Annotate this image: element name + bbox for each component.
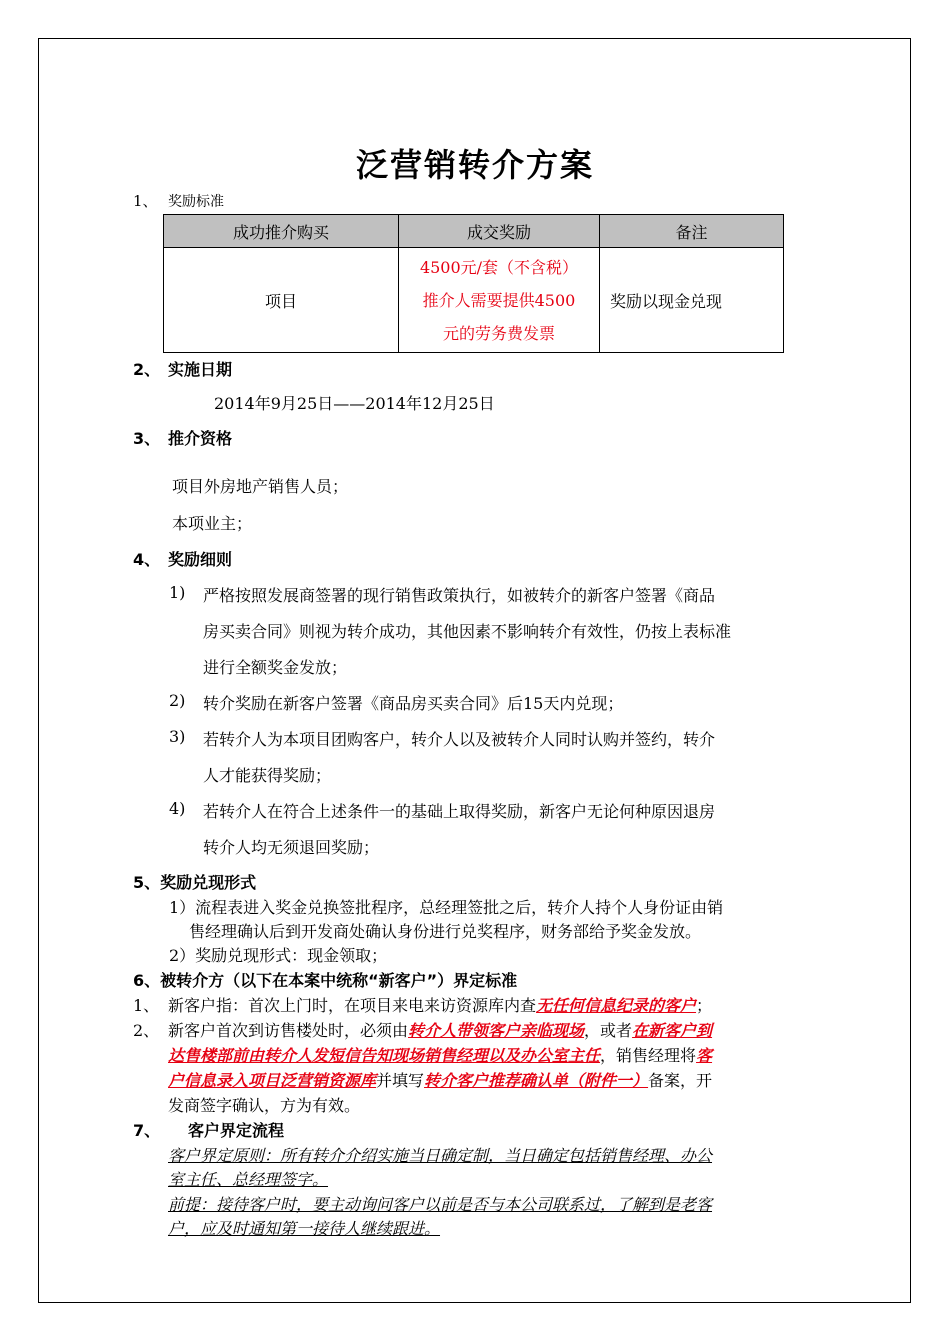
table-header-cell: 成功推介购买 [164,215,399,248]
reward-table [163,214,784,353]
criteria-line [168,1043,712,1066]
criteria-highlight: 达售楼部前由转介人发短信告知现场销售经理以及办公室主任 [168,1046,601,1065]
criteria-text: ，或者 [584,1021,633,1040]
criteria-highlight: 转介客户推荐确认单（附件一） [424,1071,649,1090]
criteria-number: 1、 [133,996,160,1015]
section-3-heading: 推介资格 [168,429,233,448]
section-5-heading: 5、奖励兑现形式 [133,873,257,892]
rule-line: 转介人均无须退回奖励； [203,838,380,857]
process-line: 室主任、总经理签字。 [168,1170,329,1189]
criteria-text: ； [696,996,713,1015]
section-1-heading: 奖励标准 [168,194,224,210]
qualification-item: 本项业主； [172,514,253,533]
implementation-dates: 2014年9月25日——2014年12月25日 [214,394,495,413]
table-header-cell: 成交奖励 [399,215,600,248]
criteria-highlight: 无任何信息纪录的客户 [536,996,697,1015]
reward-line: 推介人需要提供4500 [422,290,576,310]
reward-line: 4500元/套（不含税） [419,257,579,277]
criteria-highlight: 转介人带领客户亲临现场 [408,1021,585,1040]
criteria-line [168,993,712,1016]
section-2-number: 2、 [133,360,161,379]
rule-number: 2) [169,691,186,710]
process-line: 前提：接待客户时，要主动询问客户以前是否与本公司联系过，了解到是老客 [168,1195,713,1214]
rule-number: 4) [169,799,186,818]
table-cell-reward [399,248,600,353]
qualification-item: 项目外房地产销售人员； [172,477,349,496]
rule-number: 3) [169,727,186,746]
criteria-highlight: 客 [696,1046,713,1065]
table-cell-item: 项目 [164,248,399,353]
section-1-number: 1、 [133,192,158,210]
criteria-text: 备案，开 [648,1071,713,1090]
criteria-line [168,1018,712,1041]
criteria-line [168,1068,712,1091]
redeem-line: 售经理确认后到开发商处确认身份进行兑奖程序，财务部给予奖金发放。 [189,922,702,941]
rule-line: 房买卖合同》则视为转介成功，其他因素不影响转介有效性，仍按上表标准 [203,622,732,641]
criteria-highlight: 户信息录入项目泛营销资源库 [168,1071,377,1090]
section-6-heading: 6、被转介方（以下在本案中统称“新客户”）界定标准 [133,971,518,990]
section-7-heading: 客户界定流程 [188,1121,285,1140]
criteria-number: 2、 [133,1021,160,1040]
criteria-text: ，销售经理将 [600,1046,697,1065]
criteria-highlight: 在新客户到 [632,1021,713,1040]
process-line: 客户界定原则：所有转介介绍实施当日确定制，当日确定包括销售经理、办公 [168,1146,713,1165]
section-3-number: 3、 [133,429,161,448]
table-header-cell: 备注 [600,215,784,248]
rule-number: 1) [169,583,186,602]
rule-line: 若转介人为本项目团购客户，转介人以及被转介人同时认购并签约，转介 [203,730,716,749]
criteria-text: 并填写 [376,1071,425,1090]
document-title: 泛营销转介方案 [355,146,594,184]
rule-line: 若转介人在符合上述条件一的基础上取得奖励，新客户无论何种原因退房 [203,802,716,821]
process-line: 户，应及时通知第一接待人继续跟进。 [168,1219,441,1238]
criteria-text: 新客户指：首次上门时，在项目来电来访资源库内查 [168,996,537,1015]
rule-line: 转介奖励在新客户签署《商品房买卖合同》后15天内兑现； [203,694,624,713]
section-4-number: 4、 [133,550,161,569]
section-7-number: 7、 [133,1121,161,1140]
rule-line: 进行全额奖金发放； [203,658,348,677]
section-4-heading: 奖励细则 [168,550,233,569]
rule-line: 严格按照发展商签署的现行销售政策执行，如被转介的新客户签署《商品 [203,586,716,605]
redeem-line: 1）流程表进入奖金兑换签批程序，总经理签批之后，转介人持个人身份证由销 [169,898,724,917]
criteria-line: 发商签字确认，方为有效。 [168,1096,361,1115]
rule-line: 人才能获得奖励； [203,766,332,785]
table-cell-note: 奖励以现金兑现 [600,248,784,353]
criteria-text: 新客户首次到访售楼处时，必须由 [168,1021,409,1040]
section-2-heading: 实施日期 [168,360,233,379]
redeem-line: 2）奖励兑现形式：现金领取； [169,946,388,965]
reward-line: 元的劳务费发票 [442,323,555,343]
